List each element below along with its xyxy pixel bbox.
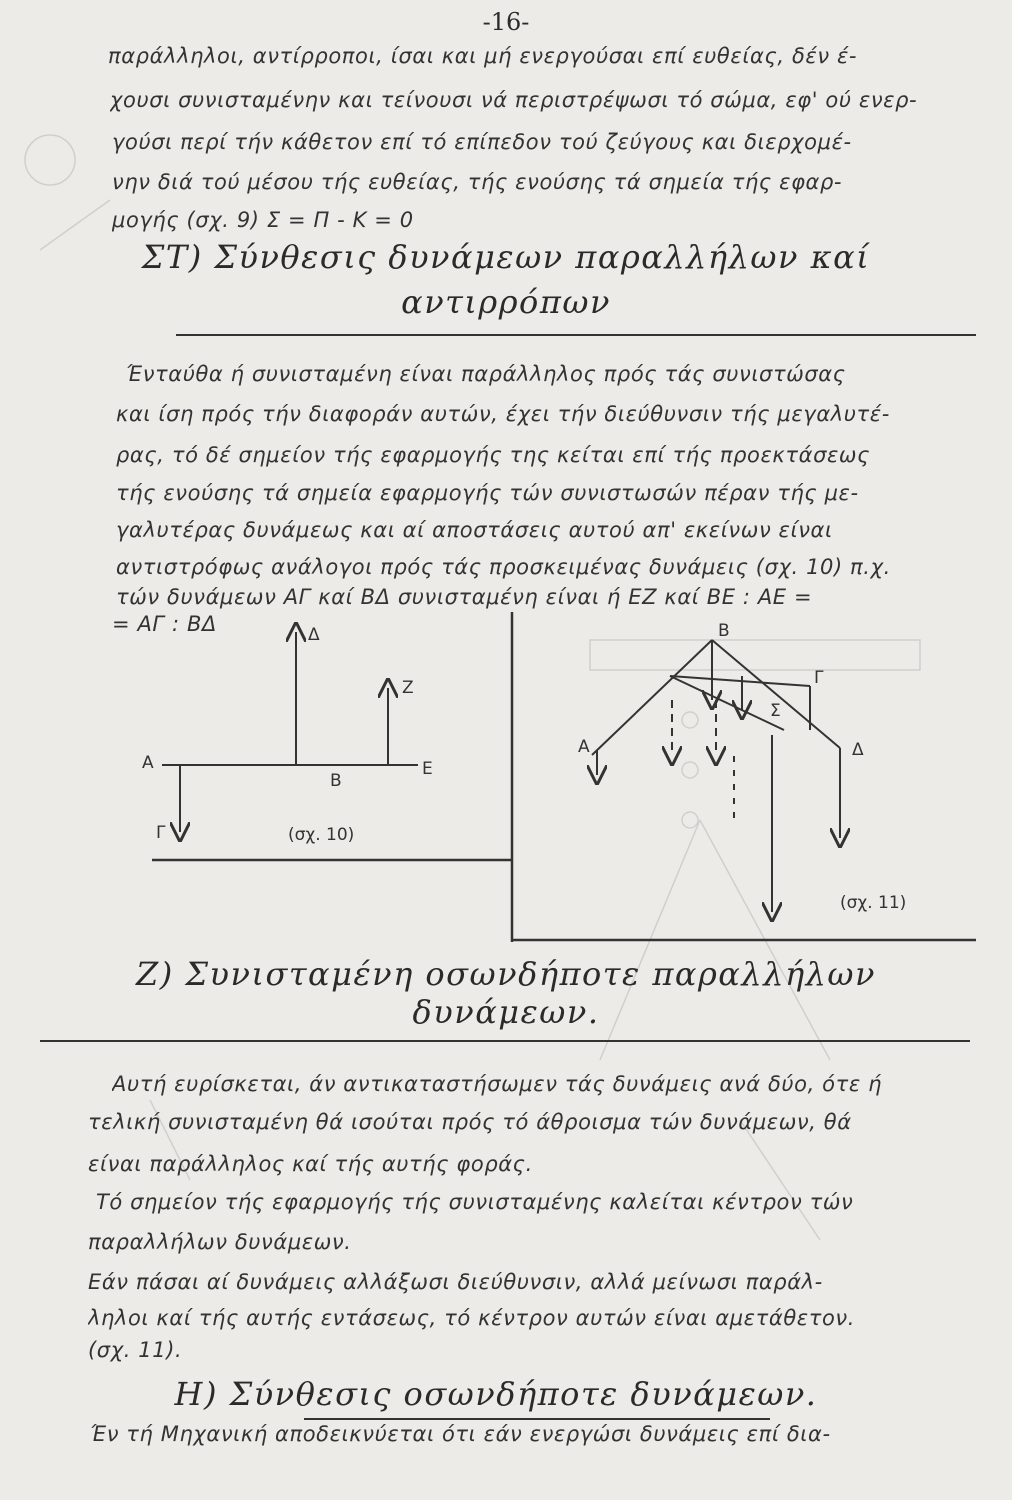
text-line: και ίση πρός τήν διαφοράν αυτών, έχει τήν διεύθυνσιν τής μεγαλυτέ- [116, 402, 890, 426]
text-line: ρας, τό δέ σημείον τής εφαρμογής της κείται επί τής προεκτάσεως [116, 443, 871, 467]
text-line: ληλοι καί τής αυτής εντάσεως, τό κέντρον αυτών είναι αμετάθετον. [88, 1306, 856, 1330]
text-line: τής ενούσης τά σημεία εφαρμογής τών συνιστωσών πέραν τής με- [116, 481, 859, 505]
text-line: μογής (σχ. 9) Σ = Π - Κ = 0 [112, 208, 414, 232]
fig11-label-d: Δ [852, 740, 864, 760]
text-line: είναι παράλληλος καί τής αυτής φοράς. [88, 1152, 533, 1176]
text-line: παραλλήλων δυνάμεων. [88, 1230, 352, 1254]
section-heading-z: Ζ) Συνισταμένη οσωνδήποτε παραλλήλων [136, 955, 876, 993]
fig11-label-g: Γ [814, 668, 824, 688]
fig11-label-a: Α [578, 737, 590, 757]
fig10-label-a: Α [142, 753, 154, 773]
text-line: (σχ. 11). [88, 1338, 183, 1362]
page-number: -16- [482, 8, 530, 36]
section-heading-h: Η) Σύνθεσις οσωνδήποτε δυνάμεων. [174, 1375, 818, 1413]
section-heading-st-cont: αντιρρόπων [401, 283, 611, 321]
fig10-label-d: Δ [308, 625, 320, 645]
heading-underline [304, 1418, 770, 1420]
fig11-line-b-d [712, 640, 840, 748]
text-line: Έν τή Μηχανική αποδεικνύεται ότι εάν ενεργώσι δυνάμεις επί δια- [90, 1422, 831, 1446]
heading-underline [40, 1040, 970, 1042]
fig11-line-a-d [592, 640, 712, 755]
text-line: Αυτή ευρίσκεται, άν αντικαταστήσωμεν τάς δυνάμεις ανά δύο, ότε ή [112, 1072, 883, 1096]
fig10-label-e: Ε [422, 759, 433, 779]
text-line: Τό σημείον τής εφαρμογής τής συνισταμένης καλείται κέντρον τών [96, 1190, 854, 1214]
fig11-caption: (σχ. 11) [840, 893, 907, 913]
text-line: παράλληλοι, αντίρροποι, ίσαι και μή ενεργούσαι επί ευθείας, δέν έ- [108, 44, 858, 68]
text-line: τελική συνισταμένη θά ισούται πρός τό άθροισμα τών δυνάμεων, θά [88, 1110, 852, 1134]
text-line: = ΑΓ : ΒΔ [112, 612, 217, 636]
fig11-label-s: Σ [770, 701, 781, 721]
fig10-label-b: Β [330, 771, 342, 791]
section-heading-z-cont: δυνάμεων. [412, 993, 600, 1031]
text-line: νην διά τού μέσου τής ευθείας, τής ενούσης τά σημεία τής εφαρ- [112, 170, 843, 194]
text-line: γούσι περί τήν κάθετον επί τό επίπεδον τού ζεύγους και διερχομέ- [112, 130, 852, 154]
text-line: χουσι συνισταμένην και τείνουσι νά περιστρέψωσι τό σώμα, εφ' ού ενερ- [110, 88, 918, 112]
fig10-caption: (σχ. 10) [288, 825, 355, 845]
fig10-label-g: Γ [156, 823, 166, 843]
fig11-line-s [670, 676, 784, 730]
fig11-line-g [670, 676, 810, 686]
text-line: τών δυνάμεων ΑΓ καί ΒΔ συνισταμένη είναι ή ΕΖ καί ΒΕ : ΑΕ = [116, 585, 813, 609]
text-line: αντιστρόφως ανάλογοι πρός τάς προσκειμένας δυνάμεις (σχ. 10) π.χ. [116, 555, 891, 579]
text-line: Εάν πάσαι αί δυνάμεις αλλάξωσι διεύθυνσιν, αλλά μείνωσι παράλ- [88, 1270, 823, 1294]
text-line: Ένταύθα ή συνισταμένη είναι παράλληλος πρός τάς συνιστώσας [126, 362, 846, 386]
text-line: γαλυτέρας δυνάμεως και αί αποστάσεις αυτού απ' εκείνων είναι [116, 518, 833, 542]
fig11-label-b: Β [718, 621, 730, 641]
fig10-label-z: Ζ [402, 678, 414, 698]
section-heading-st: ΣΤ) Σύνθεσις δυνάμεων παραλλήλων καί [141, 238, 871, 276]
